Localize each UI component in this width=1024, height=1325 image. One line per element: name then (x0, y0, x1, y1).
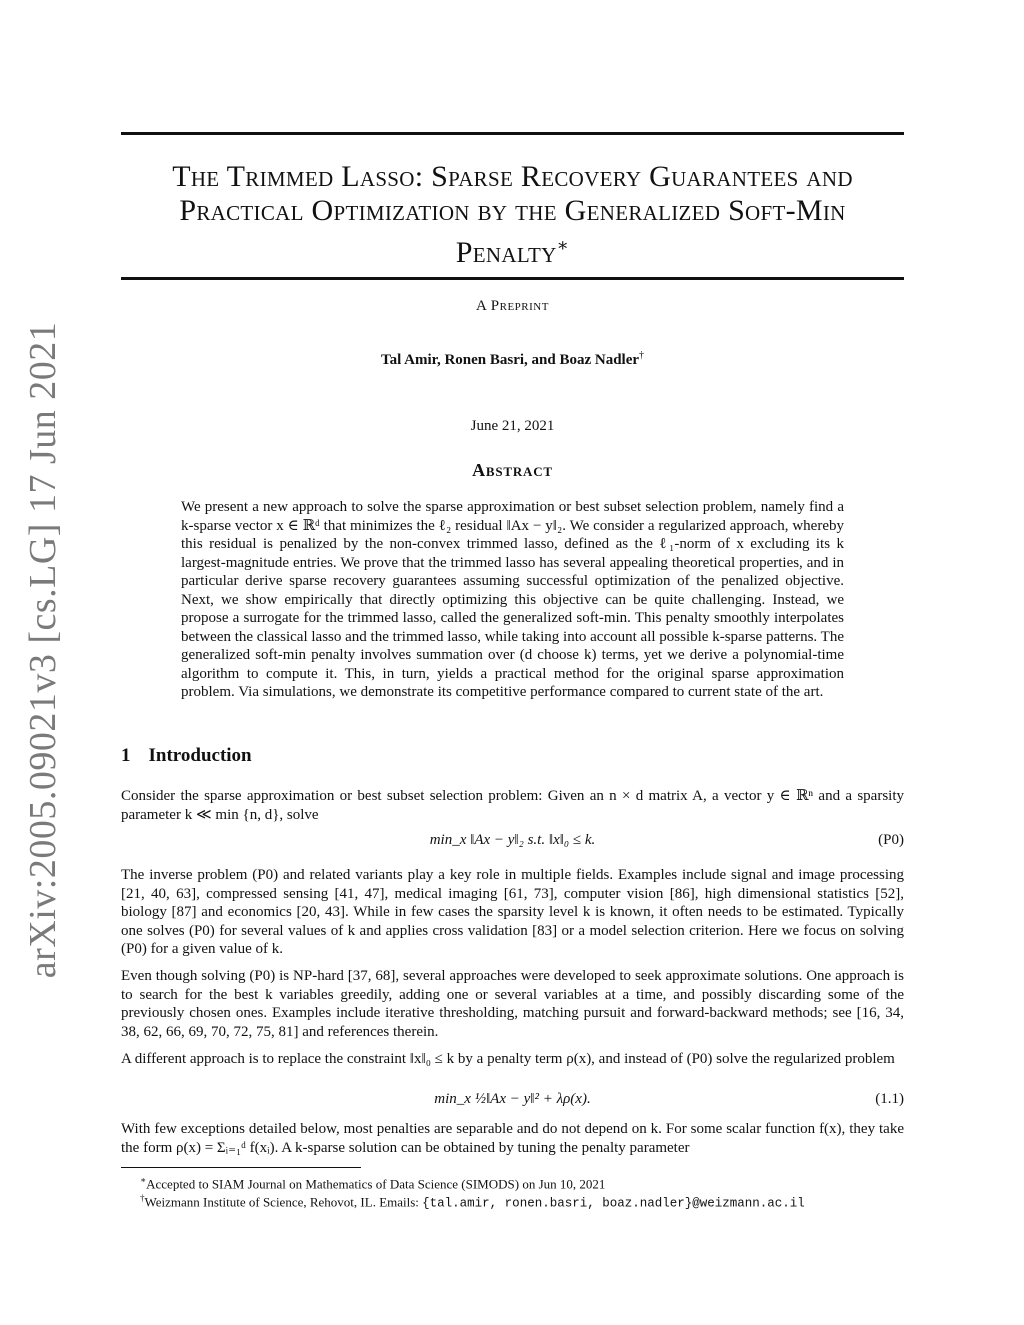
arxiv-identifier: arXiv:2005.09021v3 [cs.LG] 17 Jun 2021 (22, 321, 65, 979)
section-heading-introduction (121, 745, 252, 767)
footnote-divider (121, 1167, 361, 1168)
intro-paragraph-3: Even though solving (P0) is NP-hard [37, 68], several approaches were developed to seek approximate solutions. One approach is to search for the best k variables greedily, adding one or several variables at a time, and possibly discarding some of the previously chosen ones. Examples include iterative thresholding, matching pursuit and forward-backward methods; see [16, 34, 38, 62, 66, 69, 70, 72, 75, 81] and references therein. (121, 968, 904, 1040)
equation-p0-label: (P0) (878, 832, 904, 848)
footnote-1-marker: ∗ (140, 1175, 147, 1185)
equation-1-1-label: (1.1) (875, 1091, 904, 1107)
arxiv-sidebar-stamp (20, 321, 66, 979)
intro-paragraph-1: Consider the sparse approximation or best subset selection problem: Given an n × d matrix A, a vector y ∈ ℝⁿ and a sparsity parameter k ≪ min {n, d}, solve (121, 788, 904, 823)
footnote-2 (140, 1190, 805, 1211)
footnote-2-marker: † (140, 1193, 145, 1203)
author-footnote-marker: † (639, 350, 645, 361)
intro-paragraph-5: With few exceptions detailed below, most penalties are separable and do not depend on k. For some scalar function f(x), they take the form ρ(x) = Σᵢ₌₁ᵈ f(xᵢ). A k-sparse solution can be obtained by tuning the penalty parameter (121, 1121, 904, 1156)
footnote-2-emails: {tal.amir, ronen.basri, boaz.nadler}@weizmann.ac.il (422, 1196, 805, 1211)
equation-p0-expression: min_x ‖Ax − y‖₂ s.t. ‖x‖₀ ≤ k. (429, 832, 596, 848)
title-bottom-rule (121, 277, 904, 280)
section-number: 1 (121, 745, 131, 766)
author-names: Tal Amir, Ronen Basri, and Boaz Nadler (380, 352, 640, 368)
title-footnote-marker: ∗ (556, 235, 570, 255)
abstract-text: We present a new approach to solve the sparse approximation or best subset selection problem, namely find a k-sparse vector x ∈ ℝᵈ that minimizes the ℓ₂ residual ‖Ax − y‖₂. We consider a regularized approach, whereby this residual is penalized by the non-convex trimmed lasso, defined as the ℓ₁-norm of x excluding its k largest-magnitude entries. We prove that the trimmed lasso has several appealing theoretical properties, and in particular derive sparse recovery guarantees assuming successful optimization of the penalized objective. Next, we show empirically that directly optimizing this objective can be quite challenging. Instead, we propose a surrogate for the trimmed lasso, called the generalized soft-min. This penalty smoothly interpolates between the classical lasso and the trimmed lasso, while taking into account all possible k-sparse patterns. The generalized soft-min penalty involves summation over (d choose k) terms, yet we derive a polynomial-time algorithm to compute it. This, in turn, yields a practical method for the original sparse approximation problem. Via simulations, we demonstrate its competitive performance compared to current state of the art. (181, 499, 844, 700)
publication-date: June 21, 2021 (470, 418, 555, 434)
paper-title-text: The Trimmed Lasso: Sparse Recovery Guarantees and Practical Optimization by the Generalized Soft-Min Penalty (172, 160, 853, 269)
equation-1-1 (121, 1091, 904, 1115)
footnote-2-text: Weizmann Institute of Science, Rehovot, IL. Emails: (144, 1194, 423, 1210)
paper-title (121, 160, 904, 270)
intro-paragraph-2: The inverse problem (P0) and related variants play a key role in multiple fields. Examples include signal and image processing [21, 40, 63], compressed sensing [41, 47], medical imaging [61, 73], computer vision [86], high dimensional statistics [52], biology [87] and economics [20, 43]. While in few cases the sparsity level k is known, it often needs to be estimated. Typically one solves (P0) for several values of k and applies cross validation [83] or a model selection criterion. Here we focus on solving (P0) for a given value of k. (121, 867, 904, 957)
footnote-1-text: Accepted to SIAM Journal on Mathematics of Data Science (SIMODS) on Jun 10, 2021 (146, 1176, 606, 1192)
author-list (121, 350, 904, 369)
section-title: Introduction (148, 745, 252, 766)
equation-1-1-expression: min_x ½‖Ax − y‖² + λρ(x). (434, 1091, 591, 1107)
title-top-rule (121, 132, 904, 135)
abstract-heading: Abstract (472, 460, 553, 480)
intro-paragraph-4: A different approach is to replace the constraint ‖x‖₀ ≤ k by a penalty term ρ(x), and instead of (P0) solve the regularized problem (121, 1051, 895, 1067)
equation-p0 (121, 832, 904, 856)
preprint-label: A Preprint (476, 298, 549, 314)
